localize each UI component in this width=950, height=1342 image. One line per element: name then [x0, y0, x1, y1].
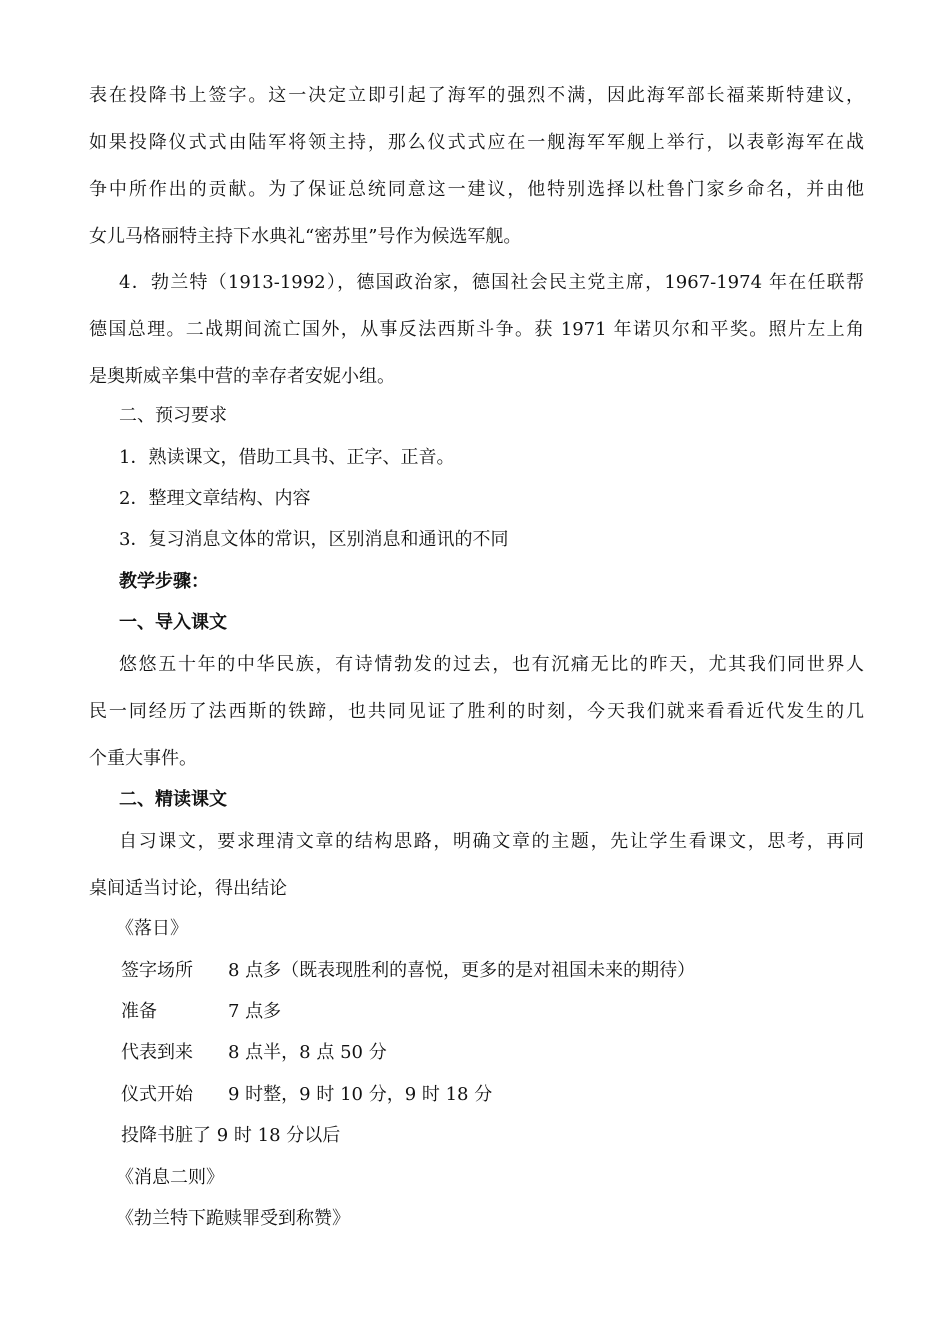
- section-heading: 一、导入课文: [119, 612, 227, 633]
- paragraph-line: 女儿马格丽特主持下水典礼“密苏里”号作为候选军舰。: [89, 226, 522, 247]
- section-heading: 二、预习要求: [119, 405, 227, 426]
- paragraph-line: 表在投降书上签字。这一决定立即引起了海军的强烈不满，因此海军部长福莱斯特建议，: [89, 85, 864, 106]
- subsection-title: 《落日》: [116, 918, 188, 939]
- paragraph-line: 自习课文，要求理清文章的结构思路，明确文章的主题，先让学生看课文，思考，再同: [119, 831, 864, 852]
- timeline-value: 8 点多（既表现胜利的喜悦，更多的是对祖国未来的期待）: [228, 960, 696, 981]
- paragraph-line: 民一同经历了法西斯的铁蹄，也共同见证了胜利的时刻，今天我们就来看看近代发生的几: [89, 701, 864, 722]
- paragraph-line: 争中所作出的贡献。为了保证总统同意这一建议，他特别选择以杜鲁门家乡命名，并由他: [89, 179, 864, 200]
- paragraph-line: 悠悠五十年的中华民族，有诗情勃发的过去，也有沉痛无比的昨天，尤其我们同世界人: [119, 654, 864, 675]
- timeline-value: 9 时整，9 时 10 分，9 时 18 分: [228, 1084, 493, 1105]
- timeline-label: 仪式开始: [121, 1084, 193, 1105]
- subsection-title: 《勃兰特下跪赎罪受到称赞》: [116, 1208, 350, 1229]
- list-item: 2．整理文章结构、内容: [119, 488, 311, 509]
- paragraph-line: 投降书脏了 9 时 18 分以后: [121, 1125, 341, 1146]
- paragraph-line: 是奥斯威辛集中营的幸存者安妮小组。: [89, 366, 395, 387]
- paragraph-line: 4．勃兰特（1913-1992），德国政治家，德国社会民主党主席，1967-1974 年在任联帮: [119, 272, 864, 293]
- timeline-value: 7 点多: [228, 1001, 282, 1022]
- section-heading: 二、精读课文: [119, 789, 227, 810]
- paragraph-line: 德国总理。二战期间流亡国外，从事反法西斯斗争。获 1971 年诺贝尔和平奖。照片左上角: [89, 319, 864, 340]
- timeline-label: 准备: [121, 1001, 157, 1022]
- paragraph-line: 桌间适当讨论，得出结论: [89, 878, 287, 899]
- paragraph-line: 如果投降仪式式由陆军将领主持，那么仪式式应在一舰海军军舰上举行，以表彰海军在战: [89, 132, 864, 153]
- section-heading: 教学步骤：: [119, 571, 209, 592]
- subsection-title: 《消息二则》: [116, 1167, 224, 1188]
- timeline-value: 8 点半，8 点 50 分: [228, 1042, 387, 1063]
- timeline-label: 代表到来: [121, 1042, 193, 1063]
- list-item: 3．复习消息文体的常识，区别消息和通讯的不同: [119, 529, 509, 550]
- timeline-label: 签字场所: [121, 960, 193, 981]
- list-item: 1．熟读课文，借助工具书、正字、正音。: [119, 447, 455, 468]
- paragraph-line: 个重大事件。: [89, 748, 197, 769]
